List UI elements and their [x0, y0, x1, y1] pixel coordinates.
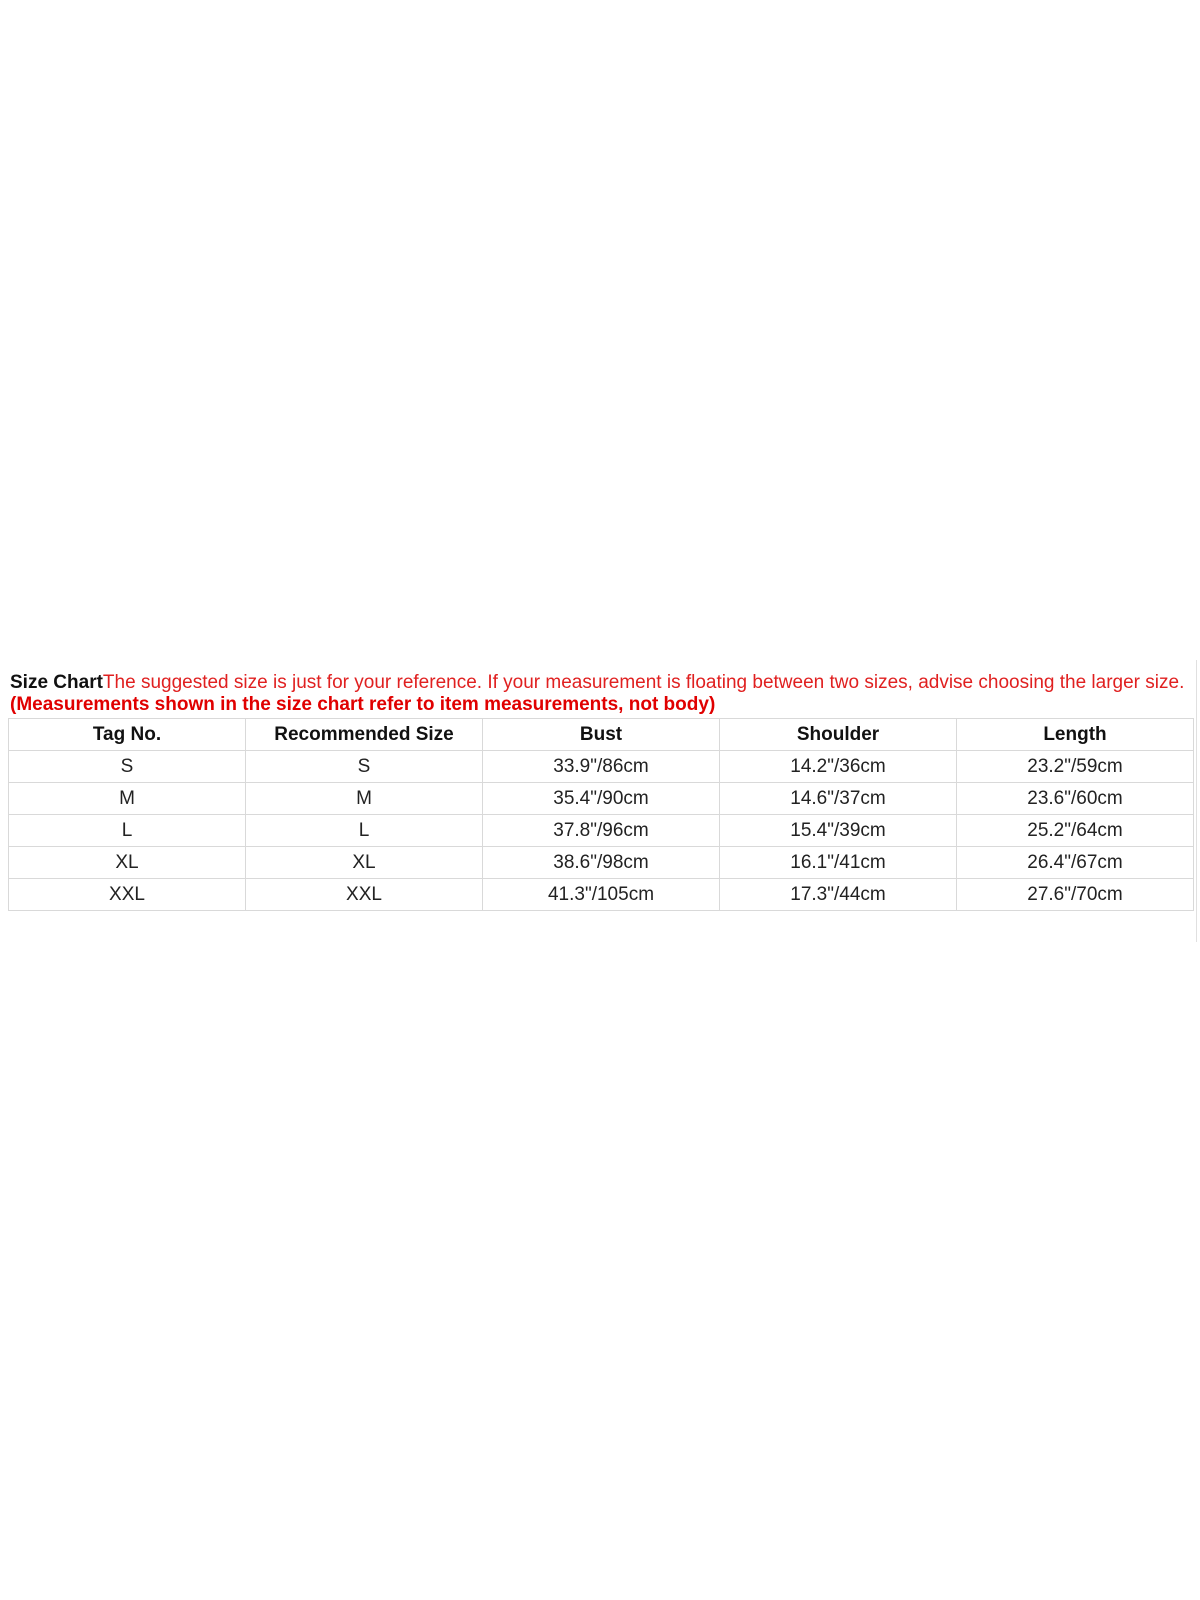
- cell-bust: 35.4"/90cm: [483, 783, 720, 815]
- header-tag-no: Tag No.: [9, 719, 246, 751]
- cell-length: 25.2"/64cm: [957, 815, 1194, 847]
- cell-bust: 33.9"/86cm: [483, 751, 720, 783]
- size-chart-title: Size Chart: [10, 672, 103, 693]
- cell-tag-no: L: [9, 815, 246, 847]
- table-row: [9, 815, 1194, 847]
- cell-shoulder: 16.1"/41cm: [720, 847, 957, 879]
- table-row: [9, 847, 1194, 879]
- size-chart-table: [8, 718, 1194, 911]
- cell-shoulder: 14.2"/36cm: [720, 751, 957, 783]
- cell-recommended-size: L: [246, 815, 483, 847]
- header-recommended-size: Recommended Size: [246, 719, 483, 751]
- cell-recommended-size: XL: [246, 847, 483, 879]
- table-header-row: [9, 719, 1194, 751]
- cell-shoulder: 14.6"/37cm: [720, 783, 957, 815]
- header-shoulder: Shoulder: [720, 719, 957, 751]
- cell-bust: 41.3"/105cm: [483, 879, 720, 911]
- header-bust: Bust: [483, 719, 720, 751]
- table-row: [9, 879, 1194, 911]
- size-chart-intro: [10, 672, 1196, 716]
- cell-tag-no: XL: [9, 847, 246, 879]
- table-row: [9, 783, 1194, 815]
- cell-shoulder: 17.3"/44cm: [720, 879, 957, 911]
- size-chart-bold-note: (Measurements shown in the size chart refer to item measurements, not body): [10, 694, 716, 715]
- cell-length: 27.6"/70cm: [957, 879, 1194, 911]
- cell-bust: 37.8"/96cm: [483, 815, 720, 847]
- table-row: [9, 751, 1194, 783]
- cell-length: 23.6"/60cm: [957, 783, 1194, 815]
- cell-recommended-size: M: [246, 783, 483, 815]
- cell-length: 26.4"/67cm: [957, 847, 1194, 879]
- cell-recommended-size: XXL: [246, 879, 483, 911]
- cell-tag-no: M: [9, 783, 246, 815]
- cell-recommended-size: S: [246, 751, 483, 783]
- cell-length: 23.2"/59cm: [957, 751, 1194, 783]
- cell-tag-no: S: [9, 751, 246, 783]
- size-chart-note: The suggested size is just for your reference. If your measurement is floating between two sizes, advise choosing the larger size.: [102, 672, 1185, 693]
- cell-bust: 38.6"/98cm: [483, 847, 720, 879]
- header-length: Length: [957, 719, 1194, 751]
- cell-tag-no: XXL: [9, 879, 246, 911]
- right-divider-line: [1196, 660, 1197, 942]
- size-chart-section: [8, 672, 1196, 911]
- cell-shoulder: 15.4"/39cm: [720, 815, 957, 847]
